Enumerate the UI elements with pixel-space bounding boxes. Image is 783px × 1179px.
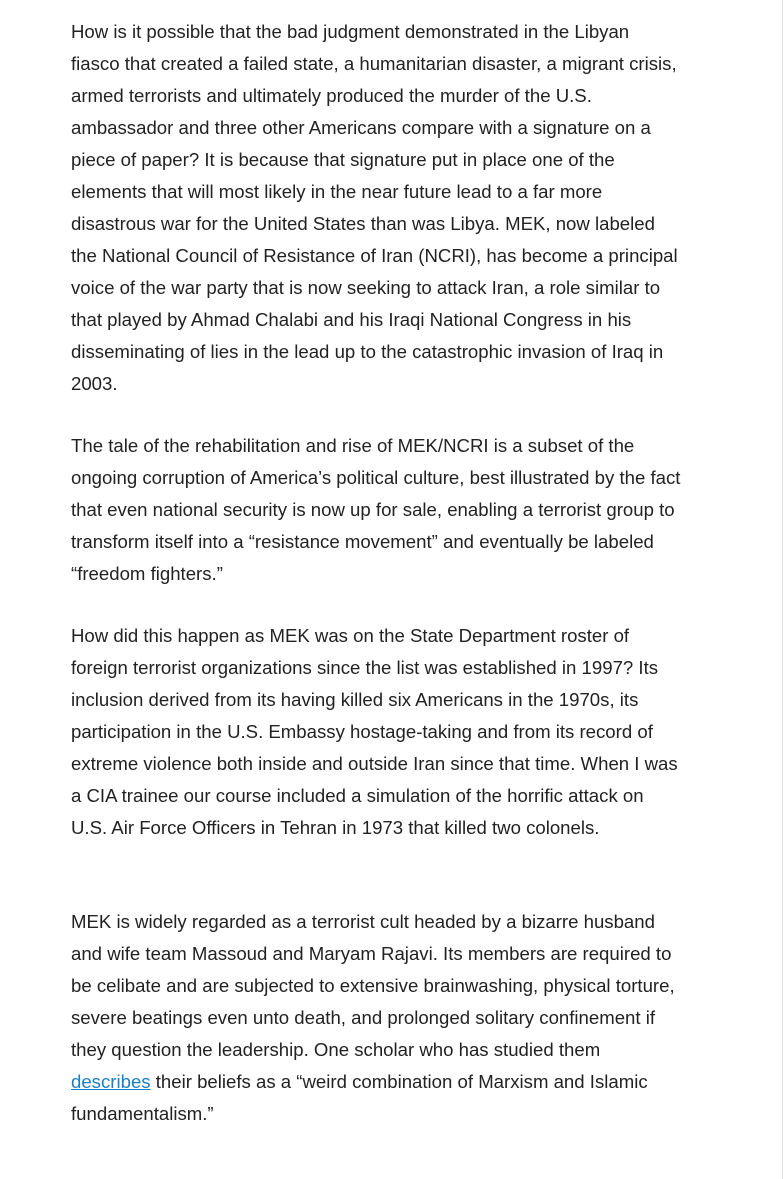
describes-link[interactable]: describes (71, 1071, 151, 1092)
article-body (71, 16, 681, 1130)
paragraph-cult (71, 906, 681, 1130)
paragraph-rehabilitation: The tale of the rehabilitation and rise of MEK/NCRI is a subset of the ongoing corruption of America’s political culture, best illustrated by the fact that even national security is now up for sale, enabling a terrorist group to transform itself into a “resistance movement” and eventually be labeled “freedom fighters.” (71, 435, 681, 584)
paragraph-cult-text-start: MEK is widely regarded as a terrorist cult headed by a bizarre husband and wife team Massoud and Maryam Rajavi. Its members are required to be celibate and are subjected to extensive brainwashing, physical torture, severe beatings even unto death, and prolonged solitary confinement if they question the leadership. One scholar who has studied them (71, 911, 675, 1060)
paragraph-cult-text-end: their beliefs as a “weird combination of Marxism and Islamic fundamentalism.” (71, 1071, 648, 1124)
paragraph-terrorist-list: How did this happen as MEK was on the State Department roster of foreign terrorist organizations since the list was established in 1997? Its inclusion derived from its having killed six Americans in the 1970s, its participation in the U.S. Embassy hostage-taking and from its record of extreme violence both inside and outside Iran since that time. When I was a CIA trainee our course included a simulation of the horrific attack on U.S. Air Force Officers in Tehran in 1973 that killed two colonels. (71, 625, 678, 838)
paragraph-libya: How is it possible that the bad judgment demonstrated in the Libyan fiasco that created a failed state, a humanitarian disaster, a migrant crisis, armed terrorists and ultimately produced the murder of the U.S. ambassador and three other Americans compare with a signature on a piece of paper? It is because that signature put in place one of the elements that will most likely in the near future lead to a far more disastrous war for the United States than was Libya. MEK, now labeled the National Council of Resistance of Iran (NCRI), has become a principal voice of the war party that is now seeking to attack Iran, a role similar to that played by Ahmad Chalabi and his Iraqi National Congress in his disseminating of lies in the lead up to the catastrophic invasion of Iraq in 2003. (71, 21, 678, 394)
